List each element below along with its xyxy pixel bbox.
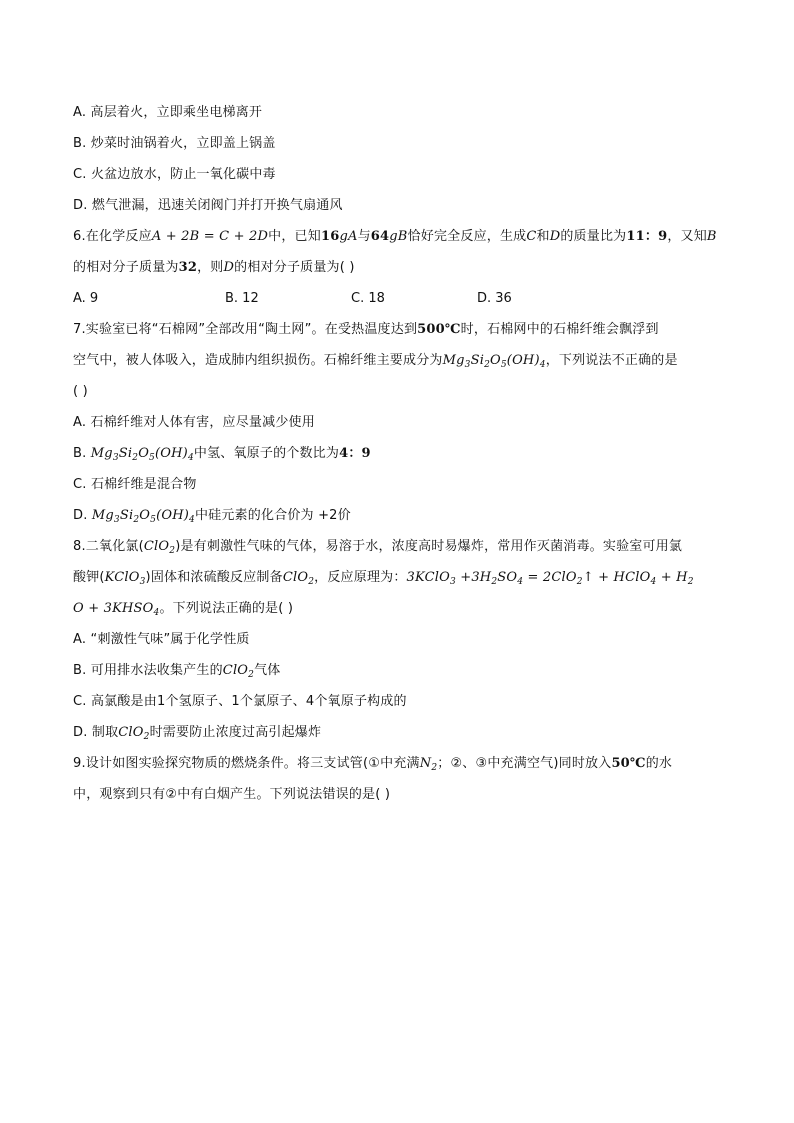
q6-option-c: C. 18	[351, 291, 385, 306]
q6-option-a: A. 9	[73, 291, 99, 306]
q7-option-a: A. 石棉纤维对人体有害，应尽量减少使用	[73, 415, 315, 430]
q8-option-a: A. “刺激性气味”属于化学性质	[73, 632, 250, 647]
q8-stem-line-1: 8.二氧化氯(ClO$_2$)是有刺激性气味的气体，易溶于水，浓度高时易爆炸，常用作灭菌消毒。实验室可用氯	[73, 539, 683, 556]
q8-stem-line-2: 酸钾(KClO$_3$)固体和浓硫酸反应制备ClO$_2$，反应原理为：3KClO$_3$ $+3H_2SO_4$ = 2ClO$_2$↑ + HClO$_4$ + $H_2$	[73, 570, 694, 587]
q8-option-c: C. 高氯酸是由1个氢原子、1个氯原子、4个氧原子构成的	[73, 694, 407, 709]
q5-option-a: A. 高层着火，立即乘坐电梯离开	[73, 105, 263, 120]
q7-stem-line-1: 7.实验室已将“石棉网”全部改用“陶土网”。在受热温度达到500℃时，石棉网中的石棉纤维会飘浮到	[73, 322, 659, 337]
q9-stem-line-2: 中，观察到只有②中有白烟产生。下列说法错误的是( )	[73, 787, 391, 802]
q8-stem-line-3: $O + 3KHSO_4$。下列说法正确的是( )	[73, 601, 294, 618]
q8-option-d: D. 制取ClO$_2$时需要防止浓度过高引起爆炸	[73, 725, 322, 742]
q7-option-d: D. $Mg_3Si_2O_5(OH)_4$中硅元素的化合价为 +2价	[73, 508, 351, 525]
q5-option-d: D. 燃气泄漏，迅速关闭阀门并打开换气扇通风	[73, 198, 343, 213]
q6-option-d: D. 36	[477, 291, 512, 306]
q7-option-c: C. 石棉纤维是混合物	[73, 477, 197, 492]
q7-option-b: B. $Mg_3Si_2O_5(OH)_4$中氢、氧原子的个数比为4：9	[73, 446, 371, 463]
q6-stem-line-2: 的相对分子质量为32，则D的相对分子质量为( )	[73, 260, 355, 275]
q6-option-b: B. 12	[225, 291, 259, 306]
q9-stem-line-1: 9.设计如图实验探究物质的燃烧条件。将三支试管(①中充满$N_2$；②、③中充满空气)同时放入50℃的水	[73, 756, 673, 773]
q6-stem-line-1: 6.在化学反应A + 2B = C + 2D中，已知16gA与64gB恰好完全反应，生成C和D的质量比为11：9，又知B	[73, 229, 717, 244]
formula-mg3si2o5oh4: $Mg_3Si_2O_5(OH)_4$	[442, 353, 546, 370]
q5-option-c: C. 火盆边放水，防止一氧化碳中毒	[73, 167, 276, 182]
q8-option-b: B. 可用排水法收集产生的ClO$_2$气体	[73, 663, 281, 680]
q5-option-b: B. 炒菜时油锅着火，立即盖上锅盖	[73, 136, 276, 151]
q7-stem-line-2: 空气中，被人体吸入，造成肺内组织损伤。石棉纤维主要成分为$Mg_3Si_2O_5(OH)_4$，下列说法不正确的是	[73, 353, 678, 370]
q7-stem-line-3: ( )	[73, 384, 88, 399]
